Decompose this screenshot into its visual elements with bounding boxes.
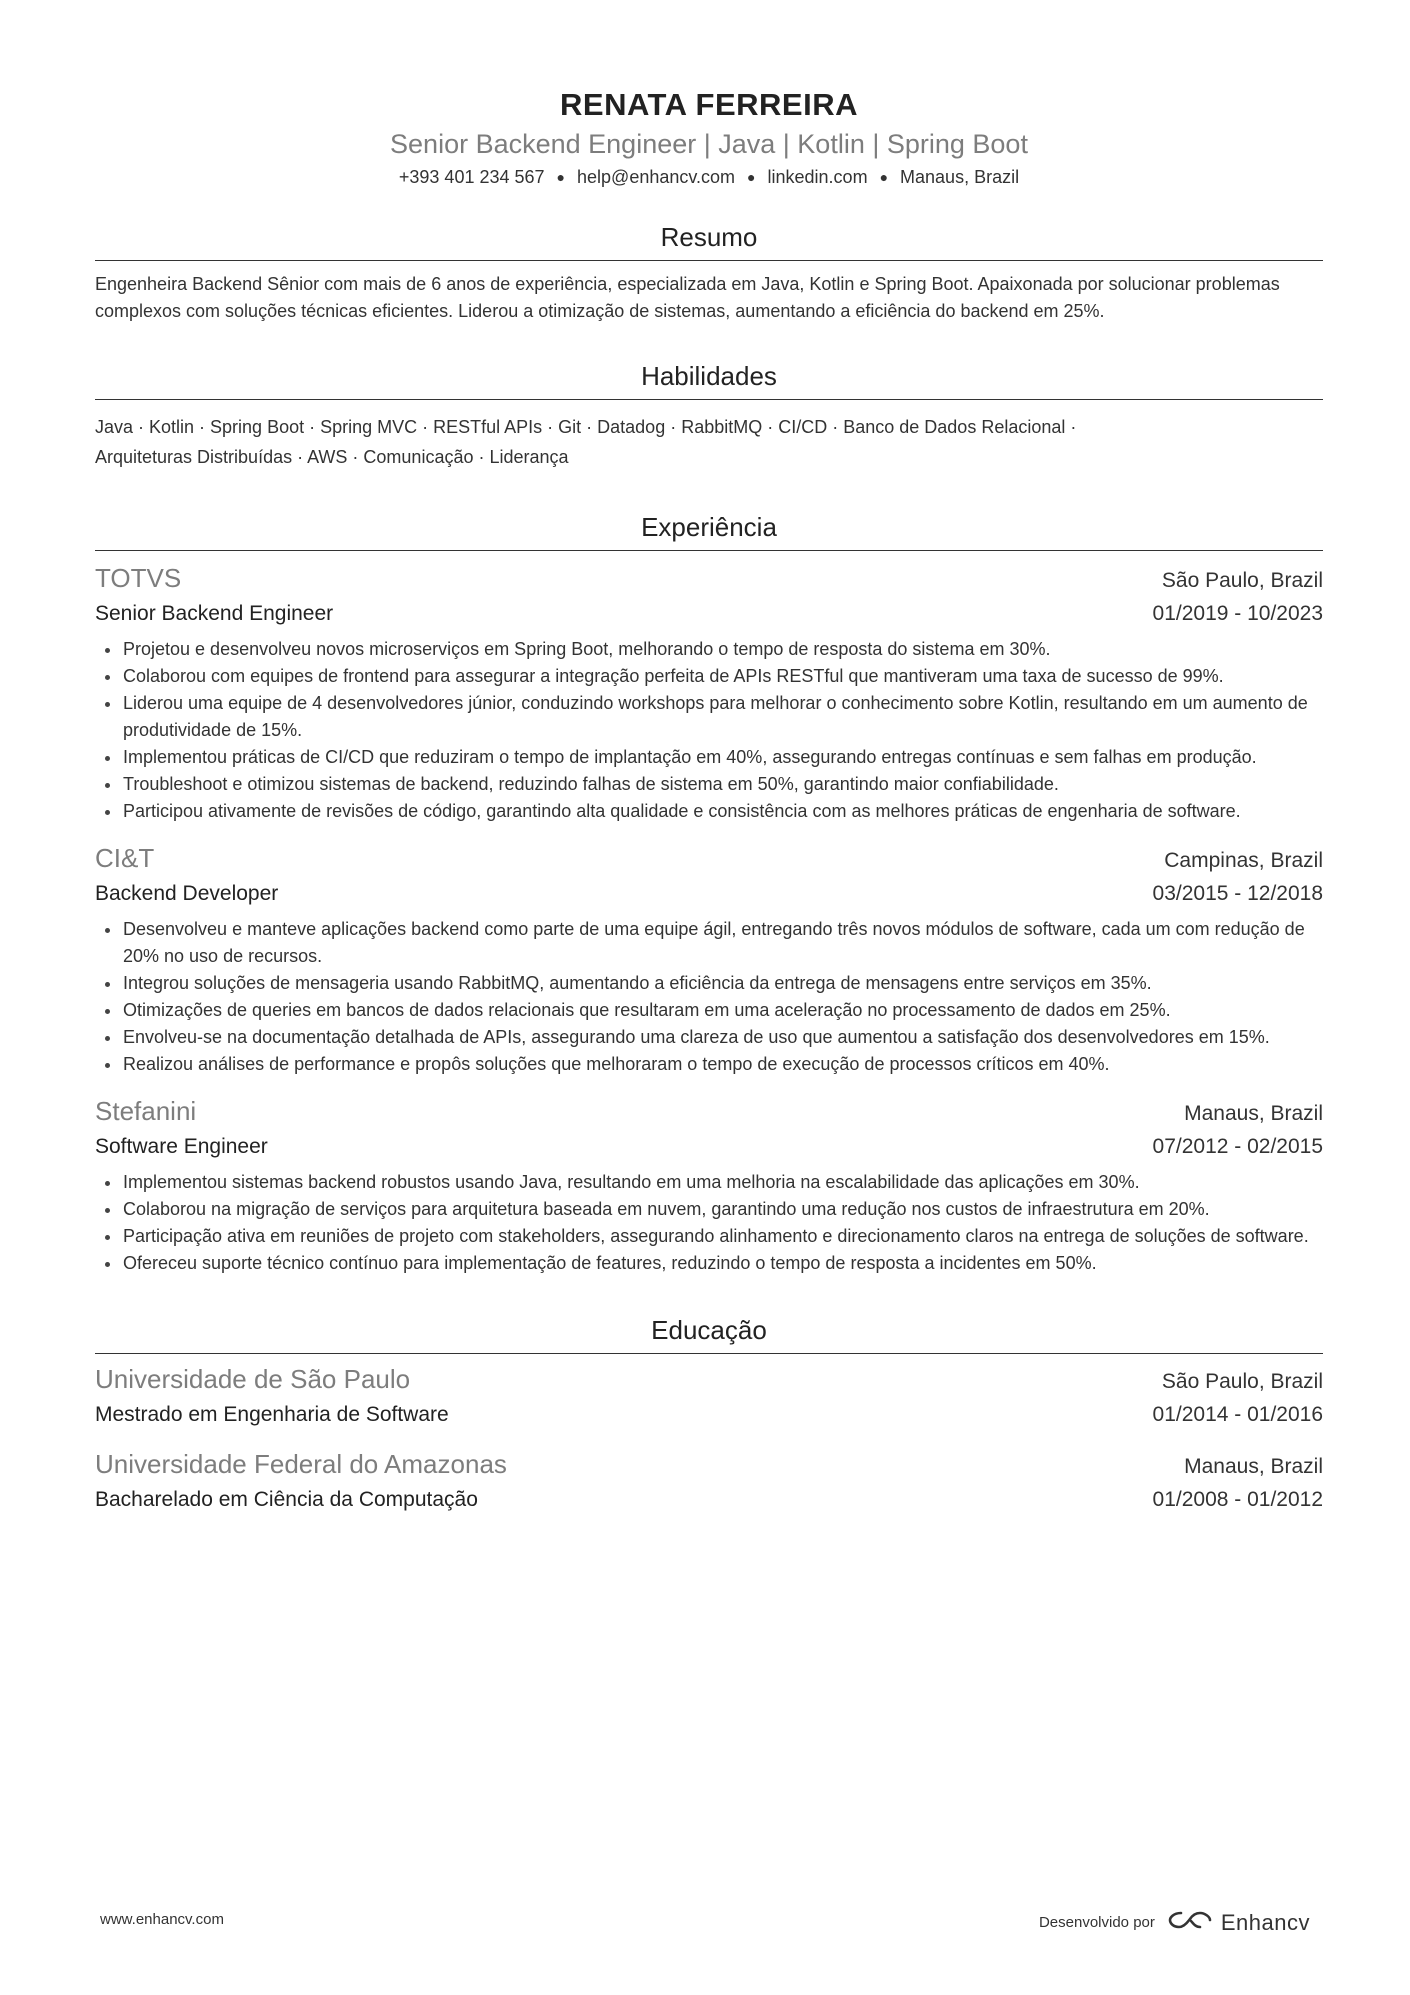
contact-line xyxy=(95,164,1323,190)
bullet-item: Desenvolveu e manteve aplicações backend como parte de uma equipe ágil, entregando três novos módulos de software, cada um com redução de 20% no uso de recursos. xyxy=(95,916,1323,970)
bullet-item: Realizou análises de performance e propôs soluções que melhoraram o tempo de execução de processos críticos em 40%. xyxy=(95,1051,1323,1078)
job-dates: 01/2019 - 10/2023 xyxy=(1152,602,1323,625)
bullet-item: Otimizações de queries em bancos de dados relacionais que resultaram em uma aceleração no processamento de dados em 25%. xyxy=(95,997,1323,1024)
company-name: CI&T xyxy=(95,843,155,873)
bullet-item: Colaborou com equipes de frontend para assegurar a integração perfeita de APIs RESTful que mantiveram uma taxa de sucesso de 99%. xyxy=(95,663,1323,690)
job-title: Software Engineer xyxy=(95,1135,268,1158)
school-location: Manaus, Brazil xyxy=(1184,1455,1323,1478)
job-entry xyxy=(95,841,1323,1078)
phone[interactable]: +393 401 234 567 xyxy=(398,167,545,187)
separator-dot-icon: ● xyxy=(747,169,756,185)
education-entry xyxy=(95,1447,1323,1516)
skills-line: Arquiteturas Distribuídas · AWS · Comunicação · Liderança xyxy=(95,447,569,467)
education-dates: 01/2014 - 01/2016 xyxy=(1152,1403,1323,1426)
footer-branding[interactable] xyxy=(1039,1908,1310,1937)
job-location: Campinas, Brazil xyxy=(1164,849,1323,872)
experience-section xyxy=(95,510,1323,1277)
bullet-item: Envolveu-se na documentação detalhada de APIs, assegurando uma clareza de uso que aumentou a satisfação dos desenvolvedores em 15%. xyxy=(95,1024,1323,1051)
job-entry xyxy=(95,1094,1323,1277)
separator-dot-icon: ● xyxy=(556,169,566,185)
linkedin-link[interactable]: linkedin.com xyxy=(767,167,868,187)
school-name: Universidade de São Paulo xyxy=(95,1364,411,1394)
section-title-experience: Experiência xyxy=(95,510,1323,551)
bullet-item: Projetou e desenvolveu novos microserviços em Spring Boot, melhorando o tempo de resposta do sistema em 30%. xyxy=(95,636,1323,663)
location: Manaus, Brazil xyxy=(900,167,1020,187)
job-title: Senior Backend Engineer xyxy=(95,602,334,625)
candidate-headline: Senior Backend Engineer | Java | Kotlin | Spring Boot xyxy=(390,129,1028,159)
bullet-item: Liderou uma equipe de 4 desenvolvedores júnior, conduzindo workshops para melhorar o conhecimento sobre Kotlin, resultando em um aumento de produtividade de 15%. xyxy=(95,690,1323,744)
summary-section xyxy=(95,220,1323,325)
footer-website-link[interactable]: www.enhancv.com xyxy=(100,1911,224,1928)
company-name: TOTVS xyxy=(95,563,182,593)
bullet-item: Troubleshoot e otimizou sistemas de backend, reduzindo falhas de sistema em 50%, garantindo maior confiabilidade. xyxy=(95,771,1323,798)
powered-by-label: Desenvolvido por xyxy=(1038,1914,1155,1931)
job-entry xyxy=(95,561,1323,825)
bullet-item: Colaborou na migração de serviços para arquitetura baseada em nuvem, garantindo uma redução nos custos de infraestrutura em 20%. xyxy=(95,1196,1323,1223)
enhancv-logo-icon xyxy=(1167,1908,1213,1937)
summary-text: Engenheira Backend Sênior com mais de 6 anos de experiência, especializada em Java, Kotlin e Spring Boot. Apaixonada por solucionar problemas complexos com soluções técnicas eficientes. Liderou a otimização de sistemas, aumentando a eficiência do backend em 25%. xyxy=(95,274,1280,321)
section-title-summary: Resumo xyxy=(95,220,1323,261)
job-dates: 07/2012 - 02/2015 xyxy=(1152,1135,1323,1158)
section-title-education: Educação xyxy=(95,1313,1323,1354)
degree: Bacharelado em Ciência da Computação xyxy=(95,1488,478,1511)
education-dates: 01/2008 - 01/2012 xyxy=(1152,1488,1323,1511)
bullet-item: Implementou práticas de CI/CD que reduziram o tempo de implantação em 40%, assegurando entregas contínuas e sem falhas em produção. xyxy=(95,744,1323,771)
skills-section xyxy=(95,359,1323,472)
candidate-name: RENATA FERREIRA xyxy=(560,87,858,122)
brand-name: Enhancv xyxy=(1220,1909,1310,1935)
job-location: São Paulo, Brazil xyxy=(1161,569,1323,592)
school-location: São Paulo, Brazil xyxy=(1161,1370,1323,1393)
job-bullets xyxy=(95,916,1323,1078)
company-name: Stefanini xyxy=(95,1096,197,1126)
section-title-skills: Habilidades xyxy=(95,359,1323,400)
resume-page xyxy=(95,0,1323,1516)
resume-header xyxy=(95,0,1323,190)
education-entry xyxy=(95,1362,1323,1431)
bullet-item: Participação ativa em reuniões de projeto com stakeholders, assegurando alinhamento e direcionamento claros na entrega de soluções de software. xyxy=(95,1223,1323,1250)
degree: Mestrado em Engenharia de Software xyxy=(95,1403,449,1426)
bullet-item: Participou ativamente de revisões de código, garantindo alta qualidade e consistência com as melhores práticas de engenharia de software. xyxy=(95,798,1323,825)
job-bullets xyxy=(95,636,1323,825)
job-title: Backend Developer xyxy=(95,882,279,905)
separator-dot-icon: ● xyxy=(879,169,889,185)
skills-line: Java · Kotlin · Spring Boot · Spring MVC · RESTful APIs · Git · Datadog · RabbitMQ · CI/CD · Banco de Dados Relacional · xyxy=(95,417,1077,437)
school-name: Universidade Federal do Amazonas xyxy=(95,1449,507,1479)
education-section xyxy=(95,1313,1323,1516)
email[interactable]: help@enhancv.com xyxy=(577,167,736,187)
bullet-item: Integrou soluções de mensageria usando RabbitMQ, aumentando a eficiência da entrega de mensagens entre serviços em 35%. xyxy=(95,970,1323,997)
job-dates: 03/2015 - 12/2018 xyxy=(1152,882,1323,905)
bullet-item: Ofereceu suporte técnico contínuo para implementação de features, reduzindo o tempo de resposta a incidentes em 50%. xyxy=(95,1250,1323,1277)
job-bullets xyxy=(95,1169,1323,1277)
job-location: Manaus, Brazil xyxy=(1184,1102,1323,1125)
bullet-item: Implementou sistemas backend robustos usando Java, resultando em uma melhoria na escalabilidade das aplicações em 30%. xyxy=(95,1169,1323,1196)
